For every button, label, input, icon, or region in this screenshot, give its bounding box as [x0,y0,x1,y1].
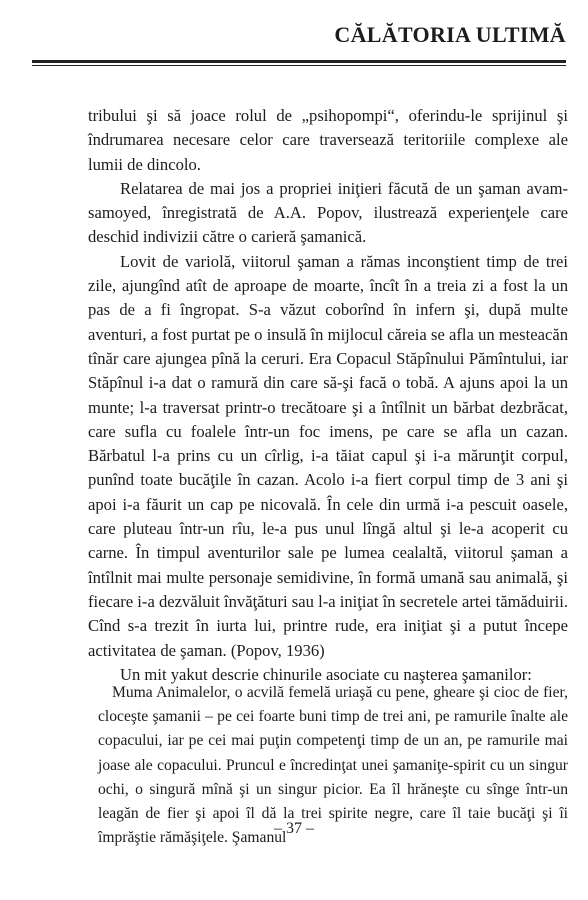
paragraph-continued: tribului şi să joace rolul de „psihopompi“, oferindu-le sprijinul şi îndrumarea necesare celor care traversează teritoriile complexe ale lumii de dincolo. [88,106,568,174]
quote-text: Muma Animalelor, o acvilă femelă uriaşă cu pene, gheare şi cioc de fier, cloceşte şamanii – pe cei foarte buni timp de trei ani, pe ramurile înalte ale copacului, iar pe cei mai puţin competenţi timp de un an, pe ramurile mai joase ale copacului. Pruncul e încredinţat unei şamaniţe-spirit cu un singur ochi, o singură mînă şi un singur picior. Ea îl hrăneşte cu sînge într-un leagăn de fier şi apoi îl dă la trei spirite negre, care îl taie bucăţi şi îi împrăştie rămăşiţele. Şamanul [98,684,568,847]
paragraph-initiation-account: Lovit de variolă, viitorul şaman a rămas inconştient timp de trei zile, ajungînd atît de aproape de moarte, încît în a treia zi a fost la un pas de a fi îngropat. S-a văzut coborînd în infern şi, după multe aventuri, a fost purtat pe o insulă în mijlocul căreia se afla un mesteacăn tînăr care ajungea pînă la ceruri. Era Copacul Stăpînului Pămîntului, iar Stăpînul i-a dat o ramură din care să-şi facă o tobă. A ajuns apoi la un munte; l-a traversat printr-o trecătoare şi a întîlnit un bărbat dezbrăcat, care sufla cu foalele într-un foc imens, pe care se afla un cazan. Bărbatul l-a prins cu un cîrlig, i-a tăiat capul şi i-a mărunţit corpul, punînd toate bucăţile în cazan. Acolo i-a fiert corpul timp de 3 ani şi apoi i-a făurit un cap pe nicovală. În cele din urmă i-a pescuit oasele, care pluteau într-un rîu, le-a pus unul lîngă altul şi le-a acoperit cu carne. În timpul aventurilor sale pe lumea cealaltă, viitorul şaman a întîlnit mai multe personaje semidivine, în formă umană sau animală, şi fiecare i-a dezvăluit învăţături sau l-a iniţiat în secretele artei tămăduirii. Cînd s-a trezit în iurta lui, printre rude, era iniţiat şi a putut începe activitatea de şaman. (Popov, 1936) [88,251,568,660]
paragraph-yakut-myth-intro: Un mit yakut descrie chinurile asociate cu naşterea şamanilor: [120,664,532,684]
header-double-rule [32,60,566,66]
main-text [88,104,568,687]
running-head-title: CĂLĂTORIA ULTIMĂ [334,22,566,47]
page-number: – 37 – [274,820,314,837]
paragraph-popov-intro: Relatarea de mai jos a propriei iniţieri făcută de un şaman avam-samoyed, înregistrată de A.A. Popov, ilustrează experienţele care deschid indivizii către o carieră şamanică. [88,178,568,247]
